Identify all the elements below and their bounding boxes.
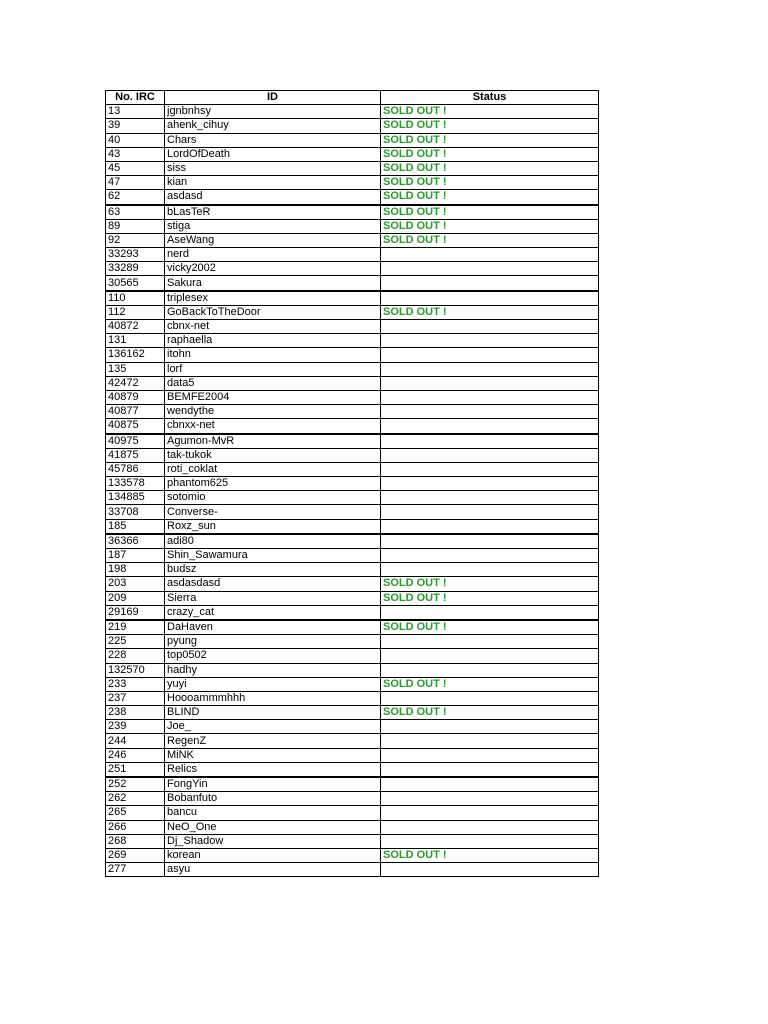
user-id-cell: Dj_Shadow [165,834,381,848]
table-row [106,505,599,519]
table-row [106,720,599,734]
status-cell [381,720,599,734]
user-id-cell: DaHaven [165,620,381,635]
table-row [106,820,599,834]
table-row [106,577,599,591]
status-cell [381,334,599,348]
irc-number-cell: 39 [106,119,165,133]
irc-number-cell: 203 [106,577,165,591]
status-cell [381,563,599,577]
status-cell: SOLD OUT ! [381,119,599,133]
irc-number-cell: 41875 [106,448,165,462]
irc-number-cell: 33293 [106,248,165,262]
status-cell [381,748,599,762]
irc-number-cell: 63 [106,205,165,220]
spreadsheet-page [105,90,598,877]
irc-number-cell: 228 [106,649,165,663]
table-row [106,233,599,247]
irc-number-cell: 92 [106,233,165,247]
status-cell: SOLD OUT ! [381,219,599,233]
status-cell: SOLD OUT ! [381,176,599,190]
irc-number-cell: 237 [106,691,165,705]
user-id-cell: ahenk_cihuy [165,119,381,133]
irc-number-cell: 266 [106,820,165,834]
status-cell [381,734,599,748]
user-id-cell: data5 [165,376,381,390]
irc-number-cell: 89 [106,219,165,233]
table-row [106,848,599,862]
irc-number-cell: 246 [106,748,165,762]
table-row [106,320,599,334]
table-row [106,190,599,205]
user-id-cell: bancu [165,806,381,820]
irc-number-cell: 277 [106,863,165,877]
table-row [106,405,599,419]
user-id-cell: siss [165,161,381,175]
user-id-cell: vicky2002 [165,262,381,276]
status-cell [381,505,599,519]
irc-number-cell: 43 [106,147,165,161]
status-cell: SOLD OUT ! [381,591,599,605]
user-id-cell: lorf [165,362,381,376]
status-cell: SOLD OUT ! [381,205,599,220]
table-row [106,105,599,119]
user-id-cell: adi80 [165,534,381,549]
irc-number-cell: 269 [106,848,165,862]
irc-number-cell: 225 [106,635,165,649]
user-id-cell: top0502 [165,649,381,663]
table-row [106,748,599,762]
table-row [106,434,599,449]
user-id-cell: NeO_One [165,820,381,834]
status-cell: SOLD OUT ! [381,147,599,161]
irc-number-cell: 112 [106,305,165,319]
irc-number-cell: 136162 [106,348,165,362]
table-row [106,706,599,720]
status-cell [381,291,599,306]
status-cell: SOLD OUT ! [381,133,599,147]
status-cell: SOLD OUT ! [381,105,599,119]
table-row [106,219,599,233]
table-row [106,262,599,276]
status-cell [381,262,599,276]
user-id-cell: Chars [165,133,381,147]
user-id-cell: Shin_Sawamura [165,549,381,563]
table-row [106,133,599,147]
status-cell [381,320,599,334]
user-id-cell: BLIND [165,706,381,720]
user-id-cell: bLasTeR [165,205,381,220]
status-cell [381,549,599,563]
table-row [106,605,599,620]
user-id-cell: MiNK [165,748,381,762]
irc-number-cell: 198 [106,563,165,577]
user-id-cell: GoBackToTheDoor [165,305,381,319]
status-cell [381,792,599,806]
irc-number-cell: 252 [106,777,165,792]
status-cell [381,434,599,449]
table-row [106,649,599,663]
status-cell [381,534,599,549]
status-cell: SOLD OUT ! [381,677,599,691]
user-id-cell: Agumon-MvR [165,434,381,449]
table-row [106,161,599,175]
table-row [106,477,599,491]
irc-number-cell: 132570 [106,663,165,677]
irc-number-cell: 135 [106,362,165,376]
irc-number-cell: 187 [106,549,165,563]
user-id-cell: nerd [165,248,381,262]
table-row [106,205,599,220]
irc-number-cell: 265 [106,806,165,820]
table-row [106,348,599,362]
user-id-cell: Relics [165,762,381,777]
status-cell [381,663,599,677]
status-cell: SOLD OUT ! [381,305,599,319]
table-row [106,620,599,635]
user-id-cell: Converse- [165,505,381,519]
status-cell: SOLD OUT ! [381,620,599,635]
user-id-cell: budsz [165,563,381,577]
user-id-cell: pyung [165,635,381,649]
table-row [106,390,599,404]
user-id-cell: cbnxx-net [165,419,381,434]
table-row [106,792,599,806]
status-cell: SOLD OUT ! [381,848,599,862]
user-id-cell: crazy_cat [165,605,381,620]
table-row [106,635,599,649]
status-cell [381,477,599,491]
table-row [106,119,599,133]
irc-number-cell: 262 [106,792,165,806]
status-cell: SOLD OUT ! [381,706,599,720]
table-row [106,334,599,348]
irc-number-cell: 47 [106,176,165,190]
irc-number-cell: 62 [106,190,165,205]
user-id-cell: asdasd [165,190,381,205]
status-cell: SOLD OUT ! [381,161,599,175]
irc-number-cell: 36366 [106,534,165,549]
user-id-cell: asyu [165,863,381,877]
user-id-cell: phantom625 [165,477,381,491]
status-cell [381,635,599,649]
table-row [106,563,599,577]
irc-status-table [105,90,599,877]
table-row [106,834,599,848]
user-id-cell: Hoooammmhhh [165,691,381,705]
table-row [106,462,599,476]
user-id-cell: kian [165,176,381,190]
irc-number-cell: 33289 [106,262,165,276]
irc-number-cell: 219 [106,620,165,635]
table-row [106,734,599,748]
table-row [106,276,599,291]
status-cell [381,649,599,663]
table-row [106,362,599,376]
user-id-cell: Bobanfuto [165,792,381,806]
status-cell [381,348,599,362]
irc-number-cell: 40 [106,133,165,147]
irc-number-cell: 33708 [106,505,165,519]
table-row [106,248,599,262]
table-row [106,147,599,161]
header-row [106,91,599,105]
status-cell [381,390,599,404]
table-row [106,777,599,792]
status-cell [381,777,599,792]
user-id-cell: itohn [165,348,381,362]
user-id-cell: hadhy [165,663,381,677]
table-row [106,376,599,390]
irc-number-cell: 45786 [106,462,165,476]
table-row [106,491,599,505]
irc-number-cell: 133578 [106,477,165,491]
status-cell [381,605,599,620]
user-id-cell: tak-tukok [165,448,381,462]
irc-number-cell: 185 [106,519,165,534]
status-cell [381,762,599,777]
irc-number-cell: 40877 [106,405,165,419]
user-id-cell: LordOfDeath [165,147,381,161]
user-id-cell: Joe_ [165,720,381,734]
table-row [106,549,599,563]
status-cell [381,405,599,419]
status-cell [381,491,599,505]
irc-number-cell: 209 [106,591,165,605]
table-row [106,591,599,605]
user-id-cell: Sierra [165,591,381,605]
irc-number-cell: 233 [106,677,165,691]
table-row [106,863,599,877]
status-cell [381,376,599,390]
irc-number-cell: 45 [106,161,165,175]
user-id-cell: sotomio [165,491,381,505]
table-row [106,519,599,534]
user-id-cell: roti_coklat [165,462,381,476]
column-header-status: Status [381,91,599,105]
irc-number-cell: 239 [106,720,165,734]
irc-number-cell: 40872 [106,320,165,334]
user-id-cell: FongYin [165,777,381,792]
table-row [106,663,599,677]
status-cell [381,248,599,262]
status-cell: SOLD OUT ! [381,190,599,205]
status-cell [381,834,599,848]
status-cell [381,362,599,376]
user-id-cell: triplesex [165,291,381,306]
table-row [106,762,599,777]
table-row [106,534,599,549]
irc-number-cell: 40875 [106,419,165,434]
table-row [106,176,599,190]
irc-number-cell: 251 [106,762,165,777]
user-id-cell: wendythe [165,405,381,419]
user-id-cell: stiga [165,219,381,233]
irc-number-cell: 244 [106,734,165,748]
user-id-cell: cbnx-net [165,320,381,334]
table-row [106,291,599,306]
irc-number-cell: 30565 [106,276,165,291]
table-row [106,691,599,705]
user-id-cell: jgnbnhsy [165,105,381,119]
user-id-cell: korean [165,848,381,862]
irc-number-cell: 131 [106,334,165,348]
irc-number-cell: 110 [106,291,165,306]
column-header-no-irc: No. IRC [106,91,165,105]
table-row [106,419,599,434]
user-id-cell: yuyi [165,677,381,691]
irc-number-cell: 134885 [106,491,165,505]
status-cell [381,863,599,877]
user-id-cell: AseWang [165,233,381,247]
irc-number-cell: 238 [106,706,165,720]
status-cell: SOLD OUT ! [381,233,599,247]
table-row [106,448,599,462]
user-id-cell: Sakura [165,276,381,291]
status-cell [381,276,599,291]
status-cell [381,519,599,534]
status-cell: SOLD OUT ! [381,577,599,591]
irc-number-cell: 40879 [106,390,165,404]
table-row [106,677,599,691]
irc-number-cell: 268 [106,834,165,848]
status-cell [381,448,599,462]
user-id-cell: Roxz_sun [165,519,381,534]
irc-number-cell: 29169 [106,605,165,620]
table-row [106,305,599,319]
user-id-cell: asdasdasd [165,577,381,591]
status-cell [381,419,599,434]
user-id-cell: raphaella [165,334,381,348]
user-id-cell: BEMFE2004 [165,390,381,404]
column-header-id: ID [165,91,381,105]
status-cell [381,462,599,476]
irc-number-cell: 40975 [106,434,165,449]
status-cell [381,820,599,834]
irc-number-cell: 42472 [106,376,165,390]
status-cell [381,691,599,705]
table-row [106,806,599,820]
status-cell [381,806,599,820]
irc-number-cell: 13 [106,105,165,119]
user-id-cell: RegenZ [165,734,381,748]
